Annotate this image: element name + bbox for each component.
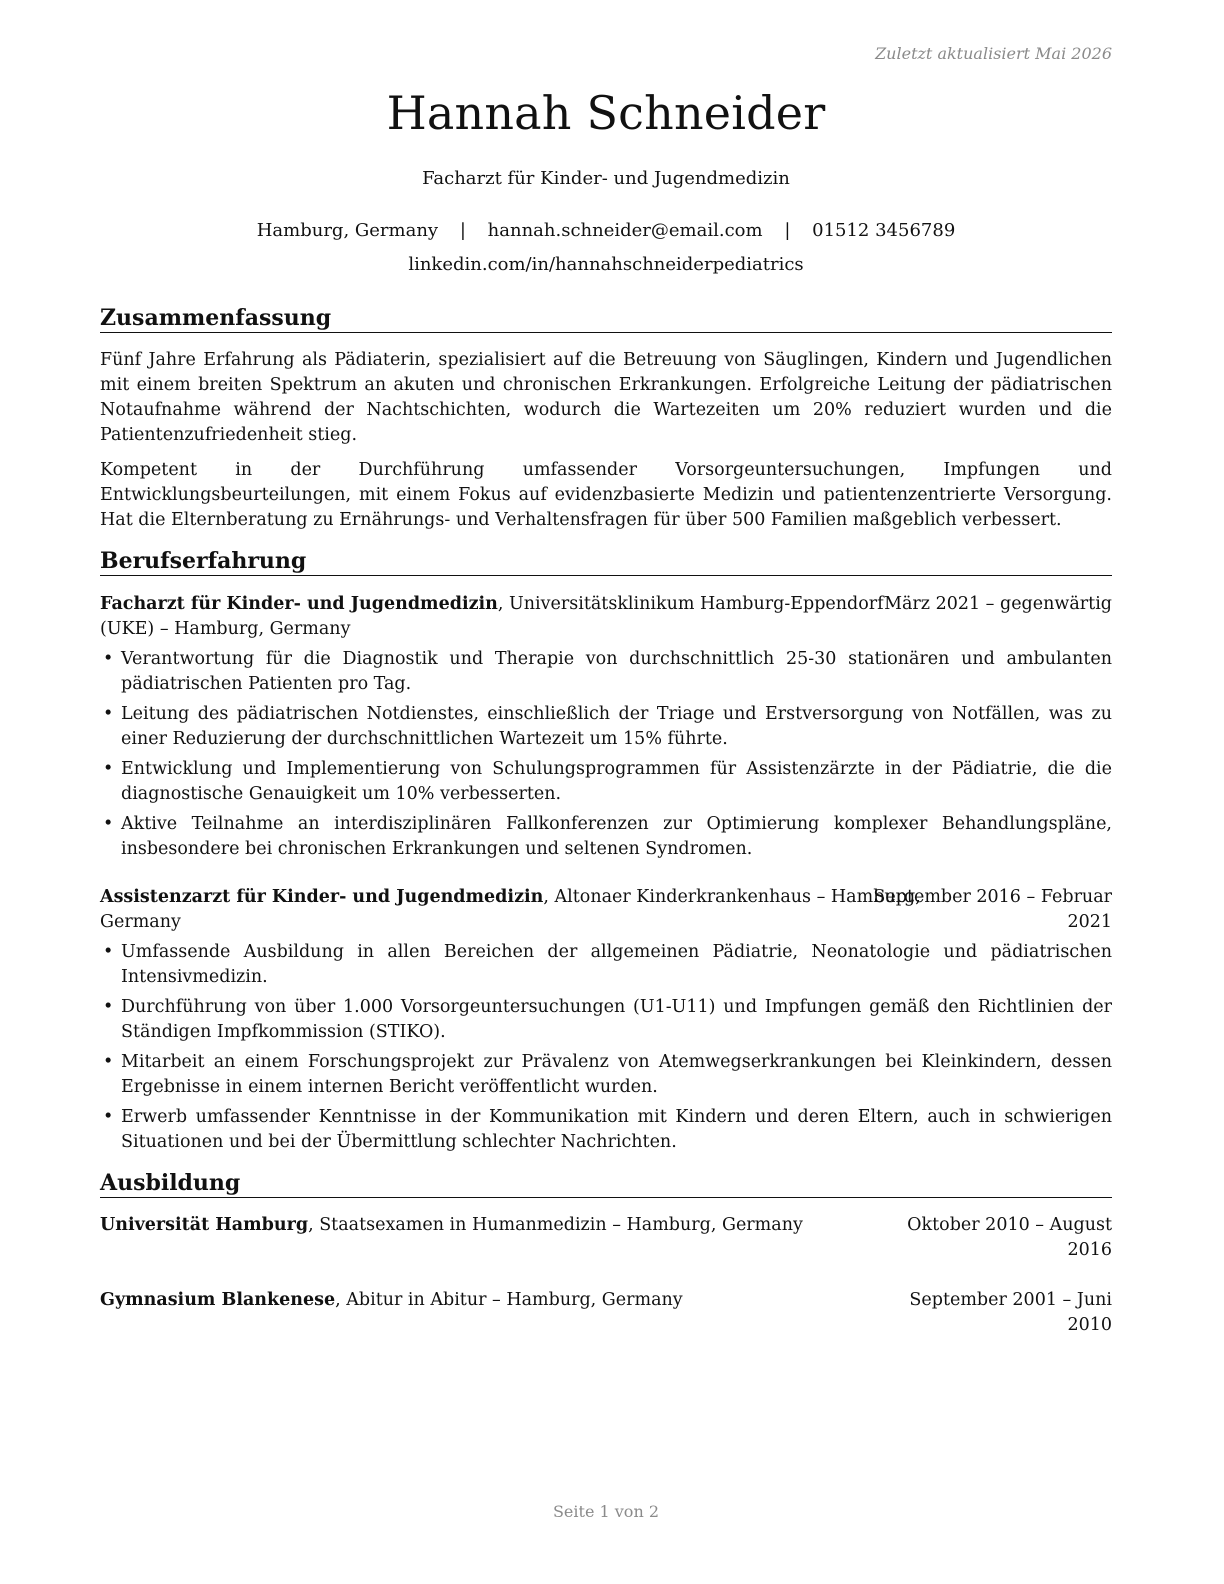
education-detail: , Staatsexamen in Humanmedizin – Hamburg, Germany xyxy=(308,1215,803,1235)
candidate-name: Hannah Schneider xyxy=(386,86,826,140)
contact-separator: | xyxy=(784,220,791,241)
job-employer: , Universitätsklinikum Hamburg-Eppendorf xyxy=(497,594,884,614)
contact-line xyxy=(100,220,1112,241)
education-detail: , Abitur in Abitur – Hamburg, Germany xyxy=(335,1290,683,1310)
section-title-summary: Zusammenfassung xyxy=(100,305,1112,333)
list-item: • Aktive Teilnahme an interdisziplinären Fallkonferenzen zur Optimierung komplexer Behandlungspläne, insbesondere bei chronischen Erkrankungen und seltenen Syndromen. xyxy=(103,814,1112,859)
contact-email[interactable]: hannah.schneider@email.com xyxy=(487,220,763,241)
summary-text-2: Kompetent in der Durchführung umfassender Vorsorgeuntersuchungen, Impfungen und Entwicklungsbeurteilungen, mit einem Fokus auf evidenzbasierte Medizin und patientenzentrierte Versorgung. Hat die Elternberatung zu Ernährungs- und Verhaltensfragen für über 500 Familien maßgeblich verbessert. xyxy=(100,460,1112,530)
education-dates: September 2001 – Juni 2010 xyxy=(909,1290,1112,1335)
list-item: • Durchführung von über 1.000 Vorsorgeuntersuchungen (U1-U11) und Impfungen gemäß den Richtlinien der Ständigen Impfkommission (STIKO). xyxy=(103,997,1112,1042)
list-item: • Verantwortung für die Diagnostik und Therapie von durchschnittlich 25-30 stationären und ambulanten pädiatrischen Patienten pro Tag. xyxy=(103,649,1112,694)
contact-separator: | xyxy=(459,220,466,241)
job-dates-cont: 2021 xyxy=(1067,912,1112,932)
education-entry xyxy=(100,1213,1112,1263)
job-header xyxy=(100,885,1112,935)
contact-phone[interactable]: 01512 3456789 xyxy=(812,220,956,241)
list-item: • Umfassende Ausbildung in allen Bereichen der allgemeinen Pädiatrie, Neonatologie und pädiatrischen Intensivmedizin. xyxy=(103,942,1112,987)
page-number-footer: Seite 1 von 2 xyxy=(552,1502,660,1521)
job-employer-cont: Germany xyxy=(100,912,181,932)
job-employer-cont: (UKE) – Hamburg, Germany xyxy=(100,619,351,639)
list-item: • Mitarbeit an einem Forschungsprojekt zur Prävalenz von Atemwegserkrankungen bei Kleinkindern, dessen Ergebnisse in einem internen Bericht veröffentlicht wurden. xyxy=(103,1052,1112,1097)
last-updated-note: Zuletzt aktualisiert Mai 2026 xyxy=(875,44,1112,63)
list-item: • Erwerb umfassender Kenntnisse in der Kommunikation mit Kindern und deren Eltern, auch in schwierigen Situationen und bei der Übermittlung schlechter Nachrichten. xyxy=(103,1107,1112,1152)
education-school: Gymnasium Blankenese xyxy=(100,1290,336,1310)
education-dates: Oktober 2010 – August 2016 xyxy=(907,1215,1112,1260)
resume-page xyxy=(100,0,1112,1584)
list-item: • Entwicklung und Implementierung von Schulungsprogrammen für Assistenzärzte in der Pädiatrie, die die diagnostische Genauigkeit um 10% verbesserten. xyxy=(103,759,1112,804)
job-title-line xyxy=(100,592,884,617)
contact-linkedin[interactable]: linkedin.com/in/hannahschneiderpediatrics xyxy=(408,254,804,275)
list-item: • Leitung des pädiatrischen Notdienstes, einschließlich der Triage und Erstversorgung von Notfällen, was zu einer Reduzierung der durchschnittlichen Wartezeit um 15% führte. xyxy=(103,704,1112,749)
summary-paragraph-1 xyxy=(100,348,1112,448)
section-title-education: Ausbildung xyxy=(100,1170,1112,1198)
summary-paragraph-2 xyxy=(100,458,1112,533)
education-entry xyxy=(100,1288,1112,1338)
contact-location: Hamburg, Germany xyxy=(256,220,439,241)
job-dates: September 2016 – Februar xyxy=(873,887,1112,907)
summary-text-1: Fünf Jahre Erfahrung als Pädiaterin, spezialisiert auf die Betreuung von Säuglingen, Kindern und Jugendlichen mit einem breiten Spektrum an akuten und chronischen Erkrankungen. Erfolgreiche Leitung der pädiatrischen Notaufnahme während der Nachtschichten, wodurch die Wartezeiten um 20% reduziert wurden und die Patientenzufriedenheit stieg. xyxy=(100,350,1112,445)
job-role: Assistenzarzt für Kinder- und Jugendmedizin xyxy=(100,887,544,907)
job-title-line xyxy=(100,885,921,910)
job-role: Facharzt für Kinder- und Jugendmedizin xyxy=(100,594,498,614)
candidate-headline: Facharzt für Kinder- und Jugendmedizin xyxy=(422,168,790,189)
job-bullets xyxy=(100,940,1112,1160)
section-title-experience: Berufserfahrung xyxy=(100,548,1112,576)
job-header xyxy=(100,592,1112,642)
education-school: Universität Hamburg xyxy=(100,1215,309,1235)
job-dates: März 2021 – gegenwärtig xyxy=(884,594,1112,614)
job-employer: , Altonaer Kinderkrankenhaus – Hamburg, xyxy=(543,887,921,907)
job-bullets xyxy=(100,647,1112,867)
